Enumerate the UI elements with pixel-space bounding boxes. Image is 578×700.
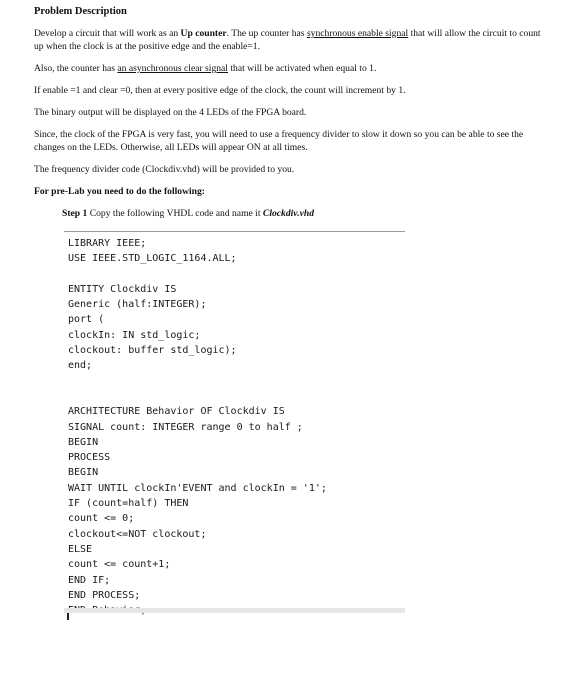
code-line: BEGIN [68,467,99,479]
p1-underlined-sync-enable: synchronous enable signal [306,28,409,39]
code-line: USE IEEE.STD_LOGIC_1164.ALL; [68,253,237,265]
step-text: Copy the following VHDL code and name it [87,208,263,219]
paragraph-enable-clear: If enable =1 and clear =0, then at every positive edge of the clock, the count will increment by 1. [34,85,406,96]
paragraph-up-counter [34,27,546,53]
paragraph-prelab: For pre-Lab you need to do the following: [34,186,206,197]
code-line: LIBRARY IEEE; [68,238,147,249]
p1-bold-up-counter: Up counter [180,28,227,39]
code-line: count <= 0; [68,513,135,525]
code-line [68,374,327,389]
code-line: port ( [68,314,105,326]
p1-text-a: Develop a circuit that will work as an [34,28,181,39]
text-cursor [67,613,69,620]
code-line: ELSE [68,543,93,555]
paragraph-async-clear [34,62,546,75]
p2-text-c: that will be activated when equal to 1. [227,63,377,74]
paragraph-clockdiv-provided: The frequency divider code (Clockdiv.vhd) will be provided to you. [34,164,295,175]
code-line: WAIT UNTIL clockIn'EVENT and clockIn = '1'; [68,482,327,494]
code-line: Generic (half:INTEGER); [68,299,207,311]
p1-text-e: that will allow the circuit to count up when the clock is at the positive edge and the enable=1. [34,28,541,52]
code-line [68,267,327,282]
code-line: END IF; [68,574,111,586]
vhdl-code [68,236,327,618]
code-block [64,231,405,612]
paragraph-binary-output: The binary output will be displayed on the 4 LEDs of the FPGA board. [34,107,307,118]
p2-text-a: Also, the counter has [34,63,118,74]
code-line: clockout: buffer std_logic); [68,345,237,357]
step-1-instruction [62,208,314,219]
p1-text-c: . The up counter has [226,28,307,39]
code-line: BEGIN [68,436,99,448]
code-line: ENTITY Clockdiv IS [68,283,177,295]
code-line: END PROCESS; [68,589,141,601]
code-line: ARCHITECTURE Behavior OF Clockdiv IS [68,406,285,418]
code-line: IF (count=half) THEN [68,498,189,510]
p2-underlined-async-clear: an asynchronous clear signal [117,63,228,74]
code-line: count <= count+1; [68,559,171,571]
code-line: SIGNAL count: INTEGER range 0 to half ; [68,421,303,433]
code-line: clockIn: IN std_logic; [68,329,201,341]
step-filename: Clockdiv.vhd [262,208,314,219]
code-line: end; [68,360,93,372]
paragraph-frequency-divider: Since, the clock of the FPGA is very fast, you will need to use a frequency divider to slow it down so you can be able to see the changes on the LEDs. Otherwise, all LEDs will appear ON at all times. [34,129,524,153]
step-label: Step 1 [62,208,88,219]
code-line: PROCESS [68,452,111,464]
code-block-bottom-bar [64,608,405,613]
code-line [68,389,327,404]
code-line: clockout<=NOT clockout; [68,528,207,540]
section-heading: Problem Description [34,6,127,17]
